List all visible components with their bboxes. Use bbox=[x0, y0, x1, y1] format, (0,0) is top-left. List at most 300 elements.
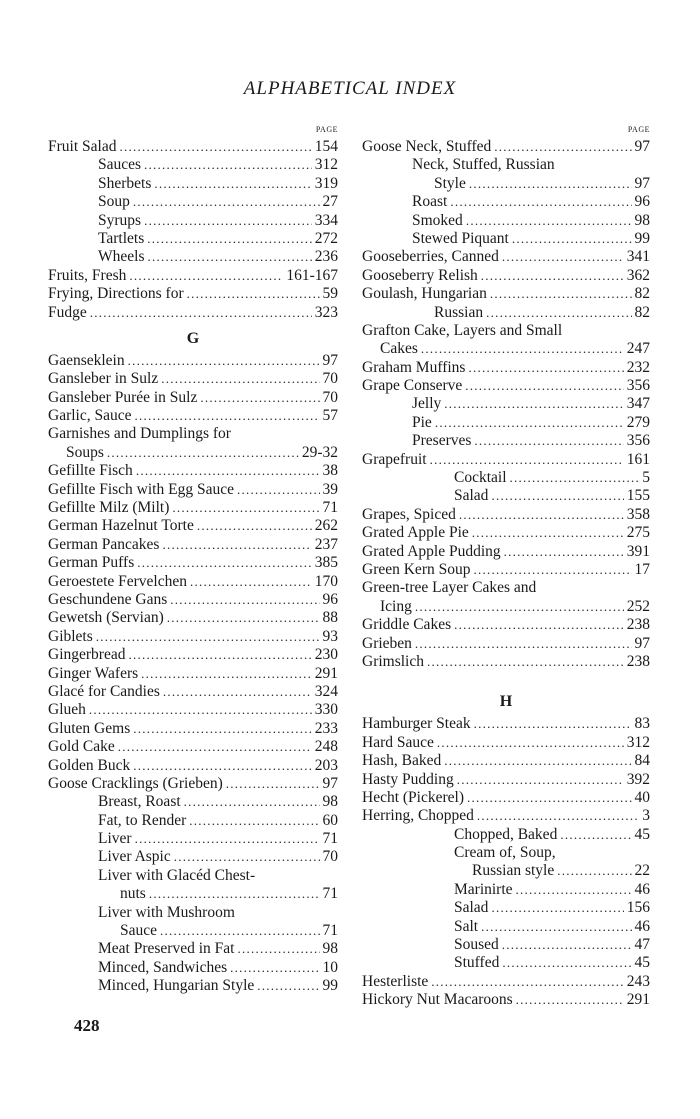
index-entry bbox=[362, 377, 650, 395]
index-entry bbox=[48, 609, 338, 627]
entry-page: 334 bbox=[314, 211, 338, 229]
dot-leader bbox=[467, 789, 632, 807]
entry-term: Liver with Glacéd Chest- bbox=[98, 866, 256, 884]
index-entry bbox=[362, 193, 650, 211]
entry-term: German Hazelnut Torte bbox=[48, 517, 194, 535]
dot-leader bbox=[435, 414, 624, 432]
entry-term: Salad bbox=[454, 899, 489, 917]
index-entry bbox=[362, 635, 650, 653]
index-entry bbox=[48, 156, 338, 174]
entry-page: 233 bbox=[314, 719, 338, 737]
entry-page: 57 bbox=[322, 407, 338, 425]
entry-term: Griddle Cakes bbox=[362, 616, 452, 634]
index-entry bbox=[48, 646, 338, 664]
index-entry bbox=[362, 653, 650, 671]
index-entry bbox=[362, 138, 650, 156]
entry-term: Preserves bbox=[412, 432, 472, 450]
entry-page: 97 bbox=[322, 351, 338, 369]
index-entry bbox=[362, 506, 650, 524]
entry-term: Green-tree Layer Cakes and bbox=[362, 579, 537, 597]
entry-term: Style bbox=[434, 174, 466, 192]
entry-page: 161 bbox=[626, 450, 650, 468]
entry-term: Gefillte Milz (Milt) bbox=[48, 499, 170, 517]
entry-term: Glueh bbox=[48, 701, 86, 719]
entry-term: Gansleber in Sulz bbox=[48, 370, 159, 388]
entry-term: Giblets bbox=[48, 627, 93, 645]
entry-page: 70 bbox=[322, 388, 338, 406]
index-entry bbox=[48, 193, 338, 211]
index-entry bbox=[362, 752, 650, 770]
dot-leader bbox=[128, 646, 311, 664]
index-column-right bbox=[362, 122, 650, 1010]
dot-leader bbox=[466, 212, 632, 230]
index-entry bbox=[48, 757, 338, 775]
dot-leader bbox=[516, 881, 632, 899]
index-entry bbox=[48, 573, 338, 591]
dot-leader bbox=[415, 598, 624, 616]
entry-term: Fruit Salad bbox=[48, 138, 117, 155]
entry-page: 70 bbox=[322, 848, 338, 866]
index-entry bbox=[48, 793, 338, 811]
entry-page: 29-32 bbox=[301, 443, 338, 461]
entry-page: 341 bbox=[626, 248, 650, 266]
entry-term: Chopped, Baked bbox=[454, 825, 558, 843]
entry-page: 99 bbox=[634, 229, 650, 247]
dot-leader bbox=[459, 506, 624, 524]
index-entry bbox=[362, 844, 650, 862]
entry-term: Gluten Gems bbox=[48, 719, 131, 737]
index-entry bbox=[48, 683, 338, 701]
index-entry bbox=[362, 881, 650, 899]
dot-leader bbox=[189, 812, 319, 830]
entry-term: Liver with Mushroom bbox=[98, 903, 235, 921]
dot-leader bbox=[226, 775, 320, 793]
entry-page: 3 bbox=[642, 807, 650, 825]
index-entry bbox=[48, 885, 338, 903]
dot-leader bbox=[128, 352, 320, 370]
entry-page: 238 bbox=[626, 616, 650, 634]
entry-page: 230 bbox=[314, 646, 338, 664]
dot-leader bbox=[415, 635, 632, 653]
dot-leader bbox=[491, 487, 623, 505]
index-entry bbox=[48, 304, 338, 322]
dot-leader bbox=[557, 862, 631, 880]
page-title: ALPHABETICAL INDEX bbox=[243, 78, 457, 99]
entry-page: 312 bbox=[626, 733, 650, 751]
dot-leader bbox=[491, 899, 623, 917]
entry-page: 83 bbox=[634, 715, 650, 733]
section-letter-heading: G bbox=[186, 329, 200, 347]
entry-page: 272 bbox=[314, 229, 338, 247]
dot-leader bbox=[516, 991, 624, 1009]
entry-page: 47 bbox=[634, 936, 650, 954]
dot-leader bbox=[237, 481, 320, 499]
entry-page: 154 bbox=[314, 138, 338, 155]
entry-page: 22 bbox=[634, 862, 650, 880]
index-entry bbox=[48, 665, 338, 683]
entry-page: 39 bbox=[322, 480, 338, 498]
dot-leader bbox=[474, 432, 623, 450]
dot-leader bbox=[167, 609, 320, 627]
index-entry bbox=[362, 524, 650, 542]
entry-term: Gewetsh (Servian) bbox=[48, 609, 164, 627]
entry-page: 38 bbox=[322, 462, 338, 480]
entry-term: Hickory Nut Macaroons bbox=[362, 991, 513, 1009]
entry-term: Russian style bbox=[472, 862, 555, 880]
entry-term: Gansleber Purée in Sulz bbox=[48, 388, 198, 406]
index-entry bbox=[362, 826, 650, 844]
entry-page: 82 bbox=[634, 285, 650, 303]
index-entry bbox=[48, 425, 338, 443]
entry-term: Meat Preserved in Fat bbox=[98, 940, 235, 958]
entry-page: 155 bbox=[626, 487, 650, 505]
dot-leader bbox=[141, 665, 312, 683]
entry-term: Minced, Hungarian Style bbox=[98, 977, 255, 995]
index-entry bbox=[48, 591, 338, 609]
entry-page: 71 bbox=[322, 499, 338, 517]
index-entry bbox=[48, 701, 338, 719]
index-entry bbox=[48, 536, 338, 554]
dot-leader bbox=[473, 561, 631, 579]
index-entries-right bbox=[362, 138, 650, 1010]
entry-page: 275 bbox=[626, 524, 650, 542]
index-entry bbox=[48, 554, 338, 572]
dot-leader bbox=[147, 230, 311, 248]
entry-term: Minced, Sandwiches bbox=[98, 958, 228, 976]
entry-page: 391 bbox=[626, 542, 650, 560]
entry-term: Gooseberries, Canned bbox=[362, 248, 499, 266]
page-number: 428 bbox=[74, 1016, 100, 1035]
entry-page: 203 bbox=[314, 756, 338, 774]
dot-leader bbox=[107, 444, 299, 462]
entry-page: 82 bbox=[634, 303, 650, 321]
entry-term: Stuffed bbox=[454, 954, 500, 972]
index-entry bbox=[48, 481, 338, 499]
entry-term: Ginger Wafers bbox=[48, 664, 139, 682]
index-entry bbox=[48, 922, 338, 940]
entry-term: Goose Neck, Stuffed bbox=[362, 138, 492, 155]
entry-term: Cream of, Soup, bbox=[454, 844, 556, 862]
entry-term: Garnishes and Dumplings for bbox=[48, 425, 231, 443]
index-entry bbox=[48, 812, 338, 830]
index-entry bbox=[362, 156, 650, 174]
entry-page: 93 bbox=[322, 627, 338, 645]
index-entry bbox=[362, 598, 650, 616]
entry-page: 248 bbox=[314, 738, 338, 756]
dot-leader bbox=[163, 683, 312, 701]
entry-term: Frying, Directions for bbox=[48, 285, 184, 303]
dot-leader bbox=[450, 193, 631, 211]
entry-term: Stewed Piquant bbox=[412, 229, 509, 247]
dot-leader bbox=[430, 451, 624, 469]
dot-leader bbox=[172, 499, 319, 517]
entry-term: Syrups bbox=[98, 211, 142, 229]
index-entry bbox=[362, 414, 650, 432]
entry-page: 291 bbox=[314, 664, 338, 682]
dot-leader bbox=[237, 940, 319, 958]
entry-term: Pie bbox=[412, 413, 432, 431]
entry-term: Gefillte Fisch with Egg Sauce bbox=[48, 480, 234, 498]
dot-leader bbox=[257, 977, 319, 995]
entry-term: Hamburger Steak bbox=[362, 715, 471, 733]
index-entry bbox=[48, 370, 338, 388]
index-entry bbox=[362, 715, 650, 733]
entry-page: 262 bbox=[314, 517, 338, 535]
dot-leader bbox=[144, 212, 312, 230]
dot-leader bbox=[170, 591, 319, 609]
index-entry bbox=[48, 517, 338, 535]
entry-page: 252 bbox=[626, 597, 650, 615]
entry-term: Cocktail bbox=[454, 469, 507, 487]
dot-leader bbox=[481, 918, 631, 936]
index-entry bbox=[362, 954, 650, 972]
entry-page: 46 bbox=[634, 917, 650, 935]
dot-leader bbox=[490, 285, 632, 303]
dot-leader bbox=[444, 752, 631, 770]
entry-page: 71 bbox=[322, 830, 338, 848]
dot-leader bbox=[474, 715, 632, 733]
entry-page: 236 bbox=[314, 248, 338, 266]
index-entry bbox=[362, 543, 650, 561]
index-entry bbox=[48, 940, 338, 958]
dot-leader bbox=[468, 359, 623, 377]
entry-term: Goose Cracklings (Grieben) bbox=[48, 774, 223, 792]
index-entry bbox=[48, 977, 338, 995]
entry-term: German Pancakes bbox=[48, 535, 160, 553]
entry-term: Graham Muffins bbox=[362, 358, 466, 376]
index-entry bbox=[48, 867, 338, 885]
index-entry bbox=[48, 738, 338, 756]
dot-leader bbox=[90, 304, 312, 322]
dot-leader bbox=[161, 370, 319, 388]
entry-term: Grimslich bbox=[362, 652, 424, 670]
index-entry bbox=[48, 462, 338, 480]
entry-term: Garlic, Sauce bbox=[48, 407, 132, 425]
dot-leader bbox=[129, 267, 283, 285]
index-entry bbox=[362, 973, 650, 991]
index-entry bbox=[48, 775, 338, 793]
dot-leader bbox=[133, 757, 312, 775]
entry-term: Jelly bbox=[412, 395, 442, 413]
entry-term: Sauces bbox=[98, 156, 142, 174]
index-entry bbox=[48, 407, 338, 425]
entry-term: Hard Sauce bbox=[362, 733, 434, 751]
entry-page: 70 bbox=[322, 370, 338, 388]
dot-leader bbox=[457, 771, 624, 789]
index-entry bbox=[362, 918, 650, 936]
entry-page: 96 bbox=[322, 590, 338, 608]
entry-page: 45 bbox=[634, 825, 650, 843]
entry-term: Liver bbox=[98, 830, 132, 848]
entry-page: 279 bbox=[626, 413, 650, 431]
entry-page: 17 bbox=[634, 560, 650, 578]
entry-term: Gold Cake bbox=[48, 738, 115, 756]
entry-page: 170 bbox=[314, 572, 338, 590]
entry-page: 237 bbox=[314, 535, 338, 553]
spacer bbox=[362, 671, 650, 685]
index-entry bbox=[362, 771, 650, 789]
dot-leader bbox=[135, 830, 320, 848]
entry-term: Grape Conserve bbox=[362, 377, 463, 395]
entry-term: Cakes bbox=[380, 340, 418, 358]
entry-page: 97 bbox=[634, 634, 650, 652]
entry-term: Grafton Cake, Layers and Small bbox=[362, 321, 563, 339]
entry-page: 156 bbox=[626, 899, 650, 917]
index-entry bbox=[362, 175, 650, 193]
entry-term: Geschundene Gans bbox=[48, 590, 168, 608]
index-entry bbox=[48, 138, 338, 156]
entry-page: 356 bbox=[626, 377, 650, 395]
entry-term: Glacé for Candies bbox=[48, 682, 160, 700]
index-entry bbox=[362, 469, 650, 487]
dot-leader bbox=[477, 807, 639, 825]
entry-term: Grated Apple Pudding bbox=[362, 542, 501, 560]
dot-leader bbox=[444, 395, 623, 413]
entry-term: Gooseberry Relish bbox=[362, 266, 478, 284]
entry-term: Wheels bbox=[98, 248, 145, 266]
dot-leader bbox=[89, 701, 312, 719]
entry-term: Fudge bbox=[48, 303, 87, 321]
entry-term: nuts bbox=[120, 885, 146, 903]
entry-term: Hash, Baked bbox=[362, 752, 442, 770]
index-entry bbox=[48, 230, 338, 248]
entry-term: Tartlets bbox=[98, 229, 145, 247]
dot-leader bbox=[437, 734, 624, 752]
index-entry bbox=[48, 720, 338, 738]
entry-page: 46 bbox=[634, 880, 650, 898]
index-entries-left bbox=[48, 138, 338, 996]
dot-leader bbox=[197, 517, 312, 535]
entry-page: 358 bbox=[626, 505, 650, 523]
entry-page: 356 bbox=[626, 432, 650, 450]
entry-term: Soup bbox=[98, 193, 130, 211]
entry-term: Hecht (Pickerel) bbox=[362, 788, 464, 806]
index-entry bbox=[362, 285, 650, 303]
entry-page: 71 bbox=[322, 885, 338, 903]
entry-page: 319 bbox=[314, 174, 338, 192]
entry-term: Gingerbread bbox=[48, 646, 126, 664]
dot-leader bbox=[137, 554, 312, 572]
entry-term: Liver Aspic bbox=[98, 848, 171, 866]
dot-leader bbox=[136, 462, 320, 480]
index-entry bbox=[48, 212, 338, 230]
index-entry bbox=[362, 248, 650, 266]
entry-page: 324 bbox=[314, 682, 338, 700]
index-entry bbox=[362, 359, 650, 377]
entry-term: Hesterliste bbox=[362, 972, 429, 990]
index-entry bbox=[362, 899, 650, 917]
entry-page: 97 bbox=[634, 138, 650, 155]
entry-term: Smoked bbox=[412, 211, 463, 229]
entry-term: Icing bbox=[380, 597, 412, 615]
index-entry bbox=[362, 340, 650, 358]
entry-term: Gefillte Fisch bbox=[48, 462, 133, 480]
index-entry bbox=[362, 991, 650, 1009]
dot-leader bbox=[160, 922, 319, 940]
index-entry bbox=[48, 628, 338, 646]
index-entry bbox=[362, 267, 650, 285]
index-entry bbox=[362, 432, 650, 450]
dot-leader bbox=[133, 193, 320, 211]
dot-leader bbox=[472, 524, 624, 542]
section-letter-heading: H bbox=[499, 693, 513, 711]
dot-leader bbox=[162, 536, 311, 554]
entry-term: Neck, Stuffed, Russian bbox=[412, 156, 555, 174]
dot-leader bbox=[469, 175, 632, 193]
index-entry bbox=[362, 936, 650, 954]
index-entry bbox=[362, 862, 650, 880]
entry-term: Grated Apple Pie bbox=[362, 524, 469, 542]
index-entry bbox=[362, 616, 650, 634]
dot-leader bbox=[187, 285, 320, 303]
dot-leader bbox=[502, 936, 632, 954]
entry-page: 10 bbox=[322, 958, 338, 976]
index-entry bbox=[48, 830, 338, 848]
dot-leader bbox=[118, 738, 312, 756]
index-entry bbox=[362, 561, 650, 579]
dot-leader bbox=[486, 304, 631, 322]
entry-page: 98 bbox=[322, 940, 338, 958]
dot-leader bbox=[200, 389, 319, 407]
index-entry bbox=[48, 389, 338, 407]
page-column-label: PAGE bbox=[315, 125, 338, 134]
entry-term: Fruits, Fresh bbox=[48, 266, 127, 284]
entry-page: 392 bbox=[626, 770, 650, 788]
entry-page: 59 bbox=[322, 285, 338, 303]
index-entry bbox=[362, 807, 650, 825]
index-entry bbox=[48, 267, 338, 285]
entry-page: 84 bbox=[634, 752, 650, 770]
entry-page: 247 bbox=[626, 340, 650, 358]
index-entry bbox=[48, 285, 338, 303]
entry-page: 99 bbox=[322, 977, 338, 995]
entry-term: Fat, to Render bbox=[98, 811, 187, 829]
index-column-left bbox=[48, 122, 338, 996]
entry-term: Gaenseklein bbox=[48, 351, 125, 369]
entry-page: 385 bbox=[314, 554, 338, 572]
entry-term: Roast bbox=[412, 193, 448, 211]
dot-leader bbox=[149, 885, 320, 903]
dot-leader bbox=[510, 469, 640, 487]
dot-leader bbox=[190, 573, 312, 591]
entry-term: German Puffs bbox=[48, 554, 135, 572]
dot-leader bbox=[560, 826, 631, 844]
entry-page: 27 bbox=[322, 193, 338, 211]
entry-term: Grieben bbox=[362, 634, 412, 652]
dot-leader bbox=[119, 138, 311, 156]
dot-leader bbox=[230, 959, 319, 977]
index-entry bbox=[362, 395, 650, 413]
dot-leader bbox=[427, 653, 624, 671]
entry-page: 362 bbox=[626, 266, 650, 284]
page-column-label: PAGE bbox=[627, 125, 650, 134]
index-entry bbox=[362, 212, 650, 230]
entry-page: 97 bbox=[322, 774, 338, 792]
entry-term: Breast, Roast bbox=[98, 793, 181, 811]
entry-term: Herring, Chopped bbox=[362, 807, 474, 825]
index-entry bbox=[362, 579, 650, 597]
dot-leader bbox=[184, 793, 320, 811]
index-entry bbox=[48, 959, 338, 977]
dot-leader bbox=[502, 248, 624, 266]
entry-term: Grapes, Spiced bbox=[362, 505, 456, 523]
entry-page: 243 bbox=[626, 972, 650, 990]
index-entry bbox=[362, 734, 650, 752]
dot-leader bbox=[481, 267, 624, 285]
entry-page: 232 bbox=[626, 358, 650, 376]
dot-leader bbox=[96, 628, 320, 646]
dot-leader bbox=[502, 954, 631, 972]
